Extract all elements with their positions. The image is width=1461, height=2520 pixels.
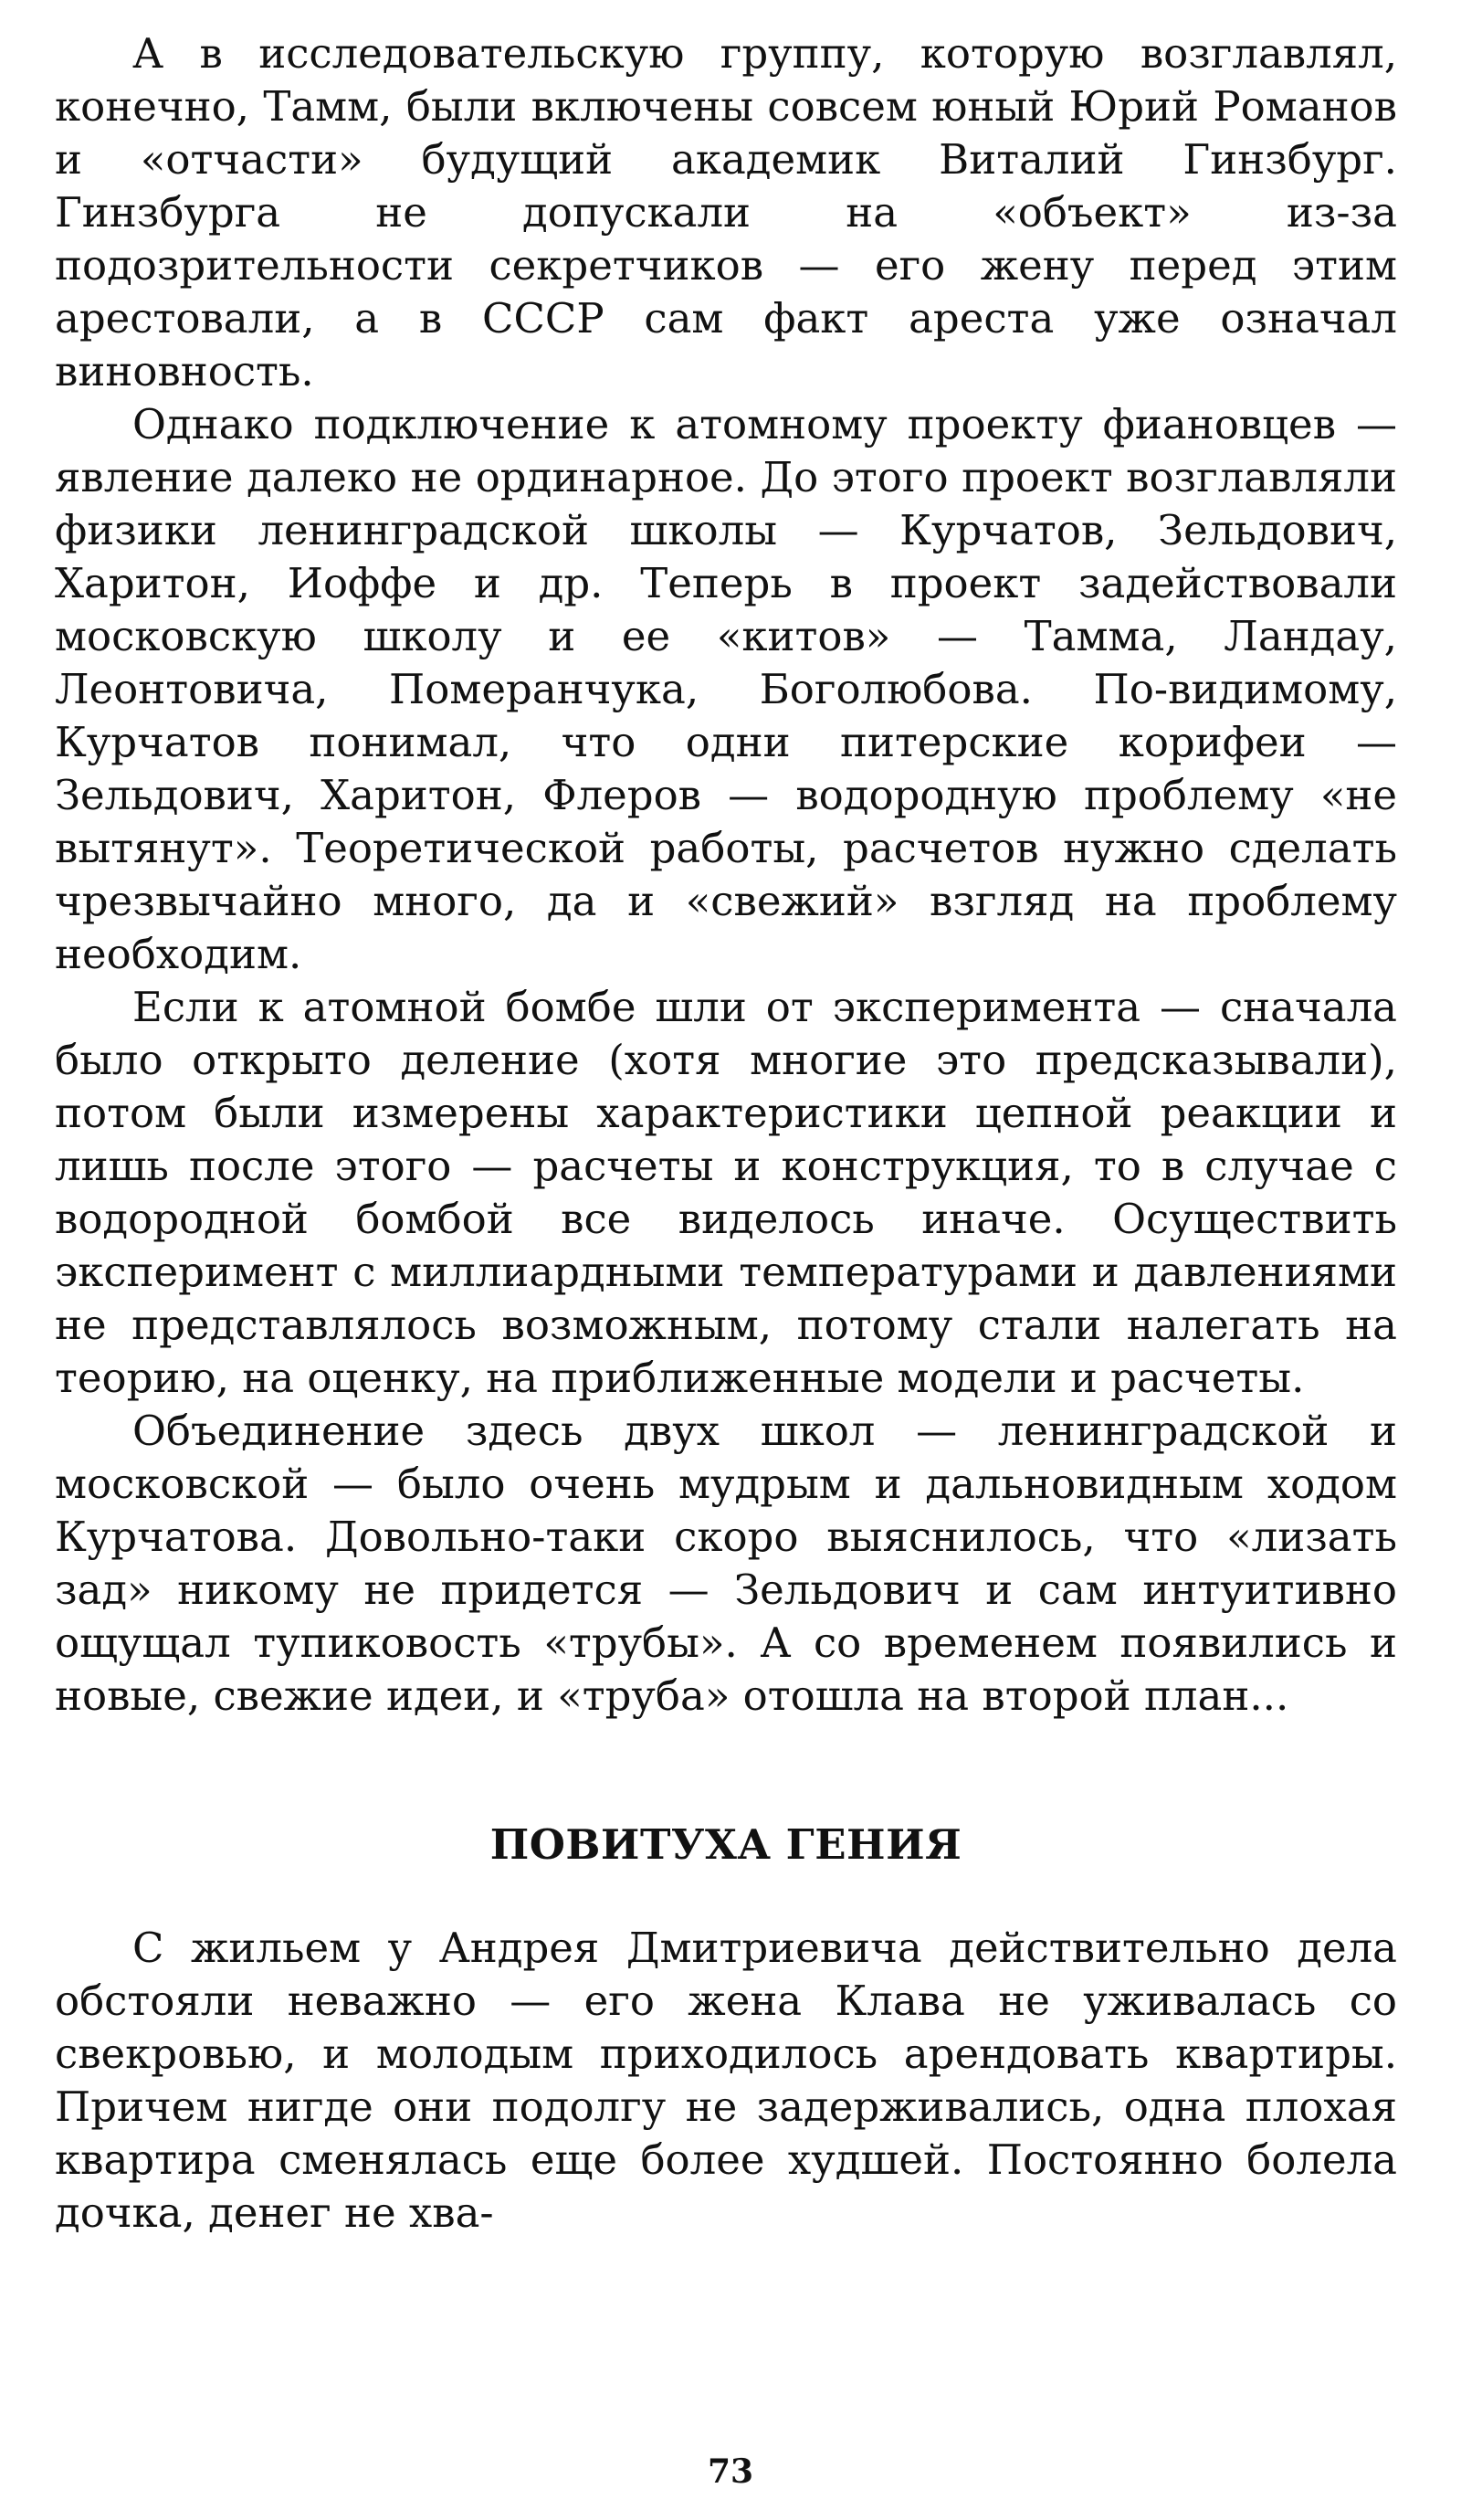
paragraph-3: Если к атомной бомбе шли от эксперимента — сначала было открыто деление (хотя многие это предсказывали), потом были измерены характеристики цепной реакции и лишь после этого — расчеты и конструкция, то в случае с водородной бомбой все виделось иначе. Осуществить эксперимент с миллиардными температурами и давлениями не представлялось возможным, потому стали налегать на теорию, на оценку, на приближенные модели и расчеты. — [55, 983, 1397, 1402]
section-heading: ПОВИТУХА ГЕНИЯ — [489, 1820, 962, 1869]
page-text — [55, 27, 1397, 2240]
section-paragraph-1: С жильем у Андрея Дмитриевича действительно дела обстояли неважно — его жена Клава не уживалась со свекровью, и молодым приходилось арендовать квартиры. Причем нигде они подолгу не задерживались, одна плохая квартира сменялась еще более худшей. Постоянно болела дочка, денег не хва- — [55, 1924, 1397, 2237]
paragraph-1: А в исследовательскую группу, которую возглавлял, конечно, Тамм, были включены совсем юный Юрий Романов и «отчасти» будущий академик Виталий Гинзбург. Гинзбурга не допускали на «объект» из-за подозрительности секретчиков — его жену перед этим арестовали, а в СССР сам факт ареста уже означал виновность. — [55, 29, 1397, 395]
paragraph-2: Однако подключение к атомному проекту фиановцев — явление далеко не ординарное. До этого проект возглавляли физики ленинградской школы — Курчатов, Зельдович, Харитон, Иоффе и др. Теперь в проект задействовали московскую школу и ее «китов» — Тамма, Ландау, Леонтовича, Померанчука, Боголюбова. По-видимому, Курчатов понимал, что одни питерские корифеи — Зельдович, Харитон, Флеров — водородную проблему «не вытянут». Теоретической работы, расчетов нужно сделать чрезвычайно много, да и «свежий» взгляд на проблему необходим. — [55, 400, 1397, 978]
paragraph-4: Объединение здесь двух школ — ленинградской и московской — было очень мудрым и дальновидным ходом Курчатова. Довольно-таки скоро выяснилось, что «лизать зад» никому не придется — Зельдович и сам интуитивно ощущал тупиковость «трубы». А со временем появились и новые, свежие идеи, и «труба» отошла на второй план... — [55, 1407, 1397, 1720]
page-number: 73 — [707, 2452, 754, 2491]
